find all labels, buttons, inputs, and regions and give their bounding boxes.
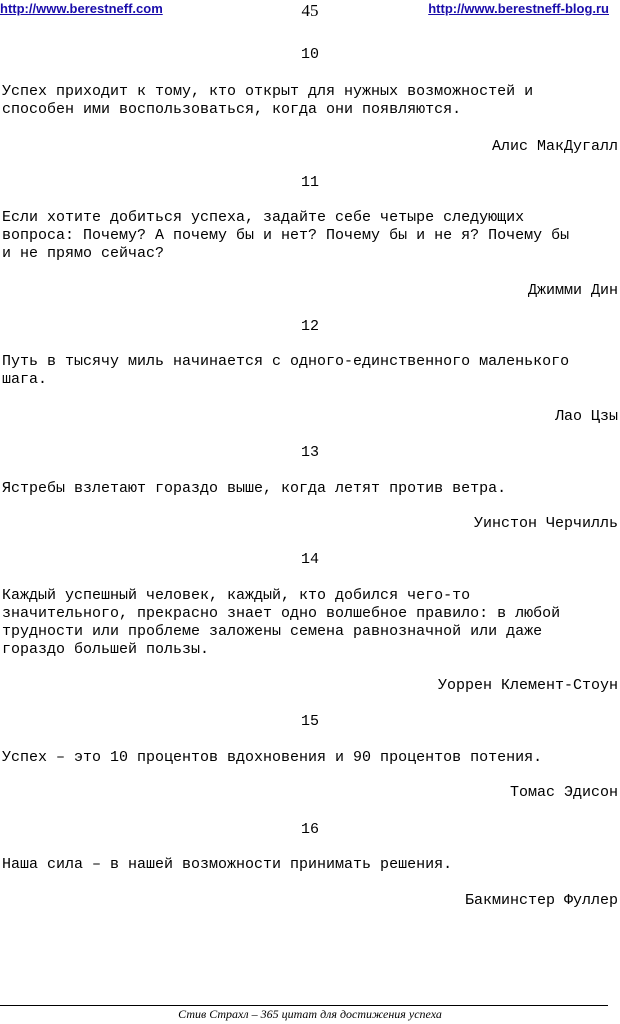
footer-divider [0, 1005, 608, 1006]
quote-number: 16 [300, 821, 319, 838]
blog-link[interactable]: http://www.berestneff-blog.ru [428, 1, 609, 16]
footer-title: Стив Страхл – 365 цитат для достижения успеха [178, 1007, 442, 1021]
quote-text: Успех приходит к тому, кто открыт для нужных возможностей и способен ими воспользоваться, когда они появляются. [2, 83, 534, 118]
quote-author: Уоррен Клемент-Стоун [437, 677, 618, 694]
quote-author: Лао Цзы [554, 408, 618, 425]
quote-number: 12 [300, 318, 319, 335]
quote-text: Ястребы взлетают гораздо выше, когда летят против ветра. [2, 480, 507, 497]
website-link[interactable]: http://www.berestneff.com [0, 1, 163, 16]
quote-number: 11 [300, 174, 319, 191]
quote-number: 14 [300, 551, 319, 568]
quote-author: Томас Эдисон [509, 784, 618, 801]
quote-number: 13 [300, 444, 319, 461]
quote-author: Джимми Дин [527, 282, 618, 299]
quote-text: Путь в тысячу миль начинается с одного-единственного маленького шага. [2, 353, 570, 388]
quote-author: Алис МакДугалл [491, 138, 618, 155]
quote-text: Каждый успешный человек, каждый, кто добился чего-то значительного, прекрасно знает одно волшебное правило: в любой трудности или проблеме заложены семена равнозначной или даже гораздо большей пользы. [2, 587, 561, 658]
page-number: 45 [301, 1, 319, 20]
quote-author: Бакминстер Фуллер [464, 892, 618, 909]
quote-text: Успех – это 10 процентов вдохновения и 90 процентов потения. [2, 749, 543, 766]
quote-number: 10 [300, 46, 319, 63]
quote-author: Уинстон Черчилль [473, 515, 618, 532]
quote-text: Наша сила – в нашей возможности принимать решения. [2, 856, 453, 873]
quote-number: 15 [300, 713, 319, 730]
quote-text: Если хотите добиться успеха, задайте себе четыре следующих вопроса: Почему? А почему бы и нет? Почему бы и не я? Почему бы и не прямо сейчас? [2, 209, 570, 262]
